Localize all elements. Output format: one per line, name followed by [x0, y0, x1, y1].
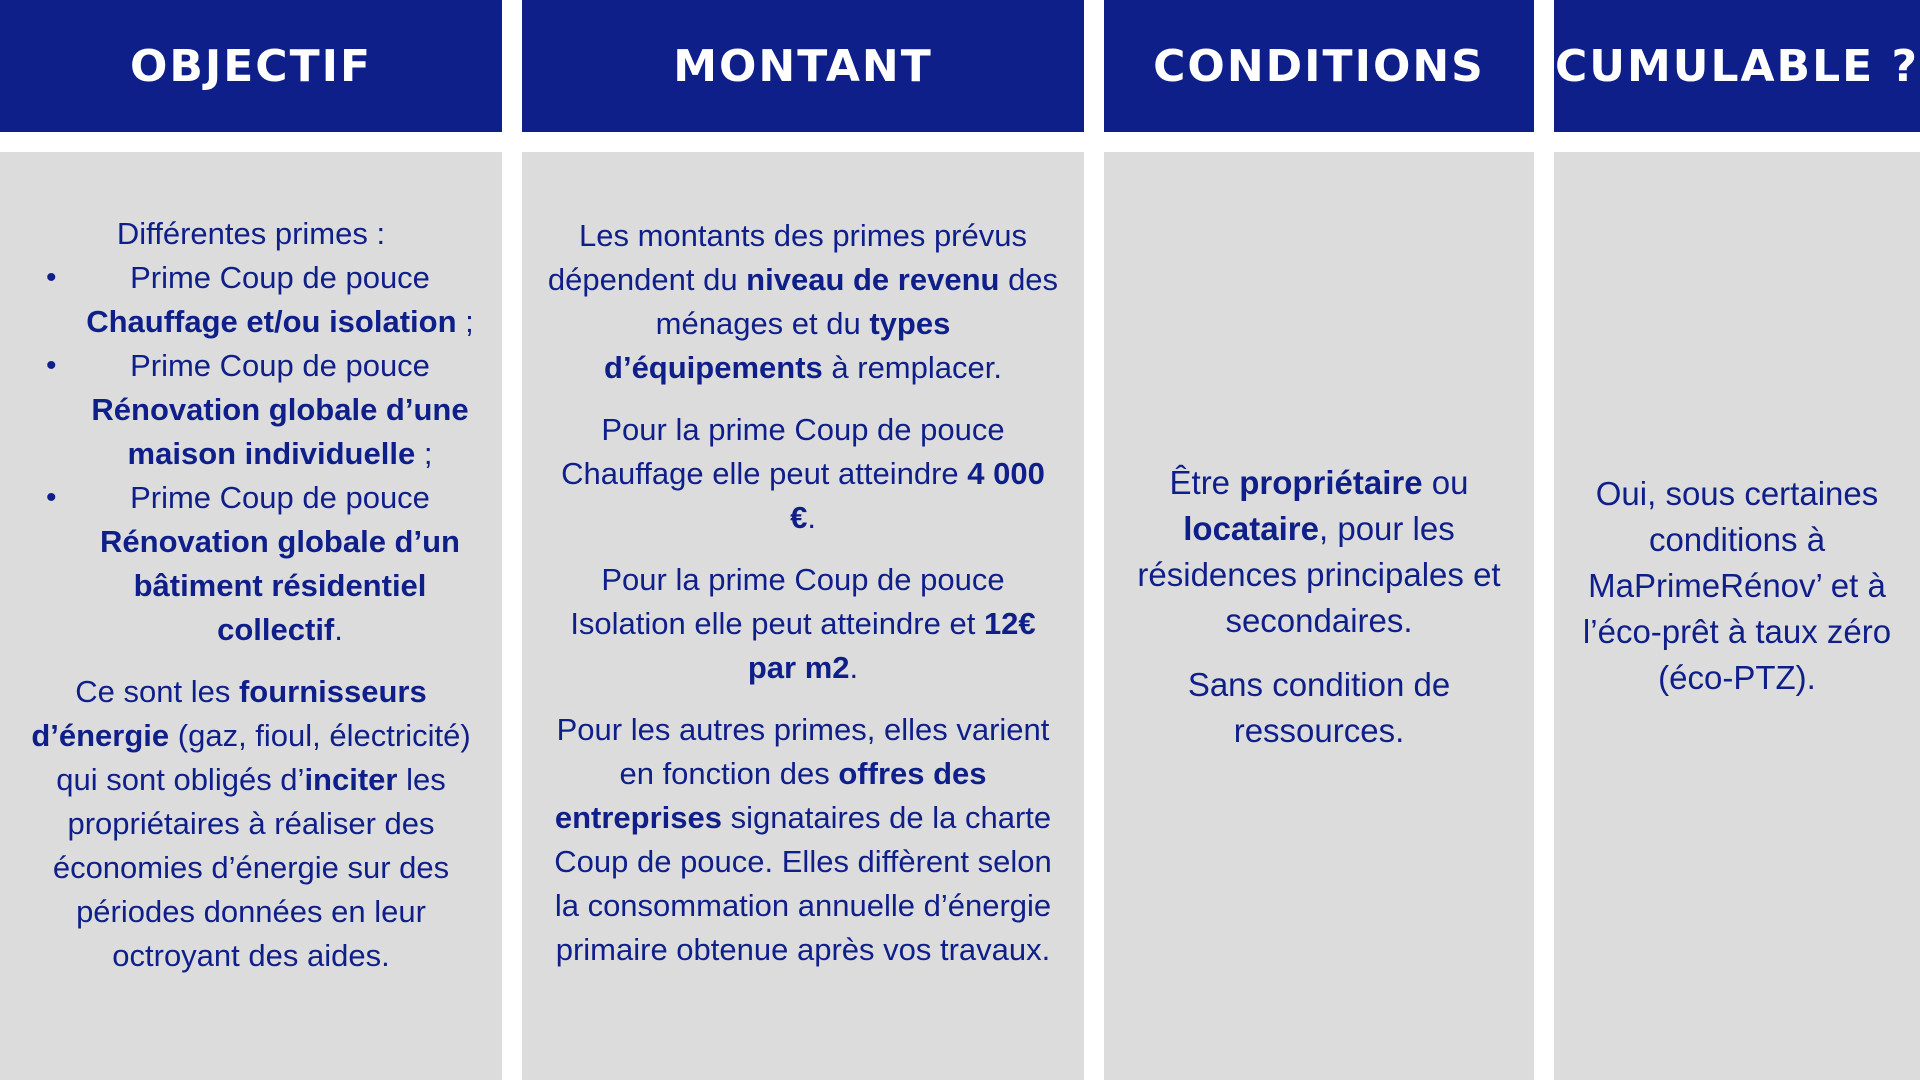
item-suffix: . — [334, 612, 343, 647]
item-prefix: Prime Coup de pouce — [130, 260, 430, 295]
conditions-paragraph-2: Sans condition de ressources. — [1187, 666, 1451, 749]
content-montant — [522, 152, 1084, 1080]
primes-list — [18, 256, 484, 652]
column-montant — [522, 0, 1084, 1080]
content-objectif — [0, 152, 502, 1080]
header-objectif: OBJECTIF — [0, 0, 502, 132]
fournisseurs-paragraph: Ce sont les fournisseurs d’énergie (gaz, fioul, électricité) qui sont obligés d’inciter les propriétaires à réaliser des économies d’énergie sur des périodes données en leur octroyant des aides. — [31, 674, 471, 973]
conditions-paragraph-1: Être propriétaire ou locataire, pour les résidences principales et secondaires. — [1137, 464, 1501, 639]
item-bold: Chauffage et/ou isolation — [86, 304, 457, 339]
item-prefix: Prime Coup de pouce — [130, 480, 430, 515]
montant-paragraph-4: Pour les autres primes, elles varient en fonction des offres des entreprises signataires de la charte Coup de pouce. Elles diffèrent selon la consommation annuelle d’énergie primaire obtenue après vos travaux. — [554, 712, 1052, 967]
montant-paragraph-1: Les montants des primes prévus dépendent du niveau de revenu des ménages et du types d’équipements à remplacer. — [547, 218, 1059, 385]
header-cumulable: CUMULABLE ? — [1554, 0, 1920, 132]
item-suffix: ; — [415, 436, 433, 471]
content-conditions — [1104, 152, 1534, 1080]
header-montant: MONTANT — [522, 0, 1084, 132]
item-prefix: Prime Coup de pouce — [130, 348, 430, 383]
content-cumulable — [1554, 152, 1920, 1080]
item-bold: Rénovation globale d’une maison individuelle — [91, 392, 469, 471]
column-cumulable — [1554, 0, 1920, 1080]
montant-paragraph-3: Pour la prime Coup de pouce Isolation elle peut atteindre et 12€ par m2. — [570, 562, 1036, 685]
list-item — [18, 256, 484, 344]
list-item — [18, 344, 484, 476]
header-conditions: CONDITIONS — [1104, 0, 1534, 132]
item-bold: Rénovation globale d’un bâtiment résidentiel collectif — [100, 524, 460, 647]
cumulable-paragraph: Oui, sous certaines conditions à MaPrimeRénov’ et à l’éco-prêt à taux zéro (éco-PTZ). — [1582, 475, 1892, 696]
item-suffix: ; — [456, 304, 474, 339]
montant-paragraph-2: Pour la prime Coup de pouce Chauffage elle peut atteindre 4 000 €. — [561, 412, 1045, 535]
primes-intro: Différentes primes : — [116, 216, 386, 251]
list-item — [18, 476, 484, 652]
column-conditions — [1104, 0, 1534, 1080]
column-objectif — [0, 0, 502, 1080]
